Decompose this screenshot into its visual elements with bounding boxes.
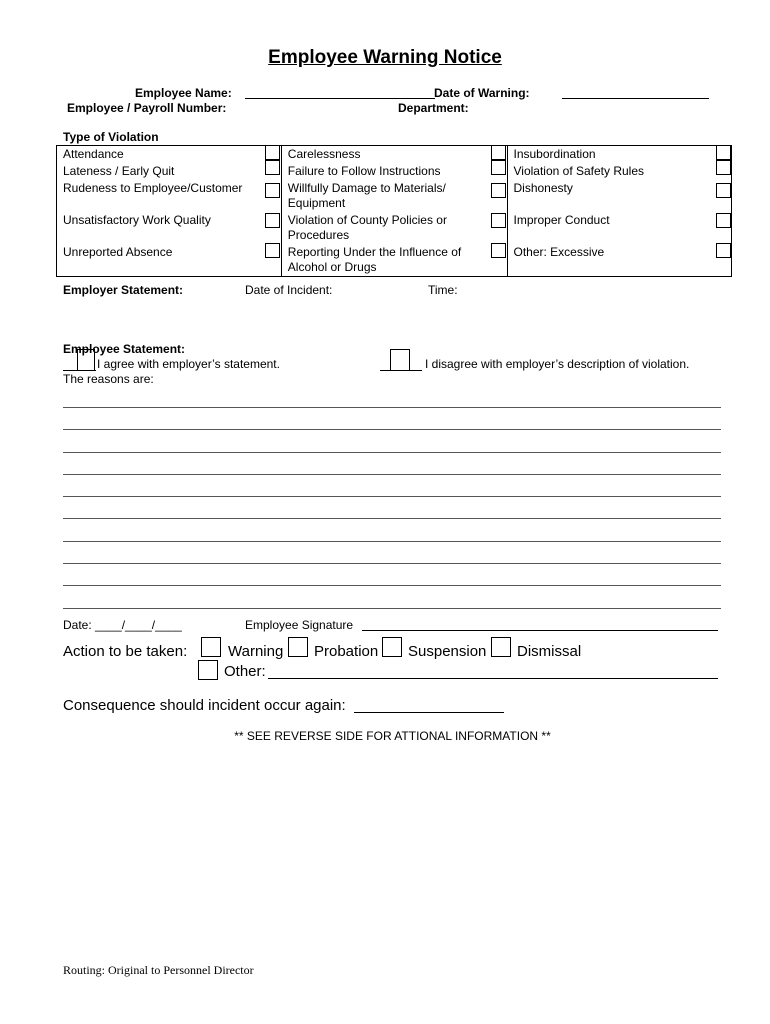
employee-name-label: Employee Name: bbox=[135, 86, 232, 100]
violation-carelessness: Carelessness bbox=[281, 146, 507, 164]
reason-line[interactable] bbox=[63, 474, 721, 475]
reasons-label: The reasons are: bbox=[63, 372, 154, 386]
violation-section-label: Type of Violation bbox=[63, 130, 159, 144]
checkbox-carelessness[interactable] bbox=[491, 145, 506, 160]
checkbox-other-excessive[interactable] bbox=[716, 243, 731, 258]
checkbox-rudeness[interactable] bbox=[265, 183, 280, 198]
violation-damage-materials: Willfully Damage to Materials/ Equipment bbox=[281, 180, 507, 212]
checkbox-unreported-absence[interactable] bbox=[265, 243, 280, 258]
routing-note: Routing: Original to Personnel Director bbox=[63, 963, 254, 977]
reason-line[interactable] bbox=[63, 541, 721, 542]
action-label: Action to be taken: bbox=[63, 643, 188, 660]
table-row bbox=[57, 163, 732, 180]
date-of-incident-label: Date of Incident: bbox=[245, 283, 333, 297]
disagree-checkbox[interactable] bbox=[390, 349, 410, 371]
warning-checkbox[interactable] bbox=[201, 637, 221, 657]
employee-statement-label: Employee Statement: bbox=[63, 342, 186, 356]
table-row bbox=[57, 180, 732, 212]
agree-underline bbox=[63, 370, 96, 371]
checkbox-insubordination[interactable] bbox=[716, 145, 731, 160]
checkbox-work-quality[interactable] bbox=[265, 213, 280, 228]
reason-line[interactable] bbox=[63, 518, 721, 519]
dismissal-checkbox[interactable] bbox=[491, 637, 511, 657]
violation-dishonesty: Dishonesty bbox=[507, 180, 732, 212]
checkbox-improper-conduct[interactable] bbox=[716, 213, 731, 228]
reason-line[interactable] bbox=[63, 585, 721, 586]
violation-failure-instructions: Failure to Follow Instructions bbox=[281, 163, 507, 180]
violation-influence: Reporting Under the Influence of Alcohol or Drugs bbox=[281, 244, 507, 277]
table-row bbox=[57, 244, 732, 277]
date-of-warning-label: Date of Warning: bbox=[434, 86, 530, 100]
violation-other-excessive: Other: Excessive bbox=[507, 244, 732, 277]
reason-line[interactable] bbox=[63, 496, 721, 497]
checkbox-safety-rules[interactable] bbox=[716, 160, 731, 175]
payroll-number-label: Employee / Payroll Number: bbox=[67, 101, 227, 115]
probation-checkbox[interactable] bbox=[288, 637, 308, 657]
employee-signature-label: Employee Signature bbox=[245, 618, 354, 632]
page-title: Employee Warning Notice bbox=[268, 47, 502, 68]
date-of-warning-field[interactable] bbox=[562, 98, 709, 99]
dismissal-option-label: Dismissal bbox=[517, 643, 582, 660]
violation-improper-conduct: Improper Conduct bbox=[507, 212, 732, 244]
department-label: Department: bbox=[398, 101, 469, 115]
checkbox-damage-materials[interactable] bbox=[491, 183, 506, 198]
disagree-text: I disagree with employer’s description of violation. bbox=[425, 357, 690, 371]
other-field[interactable] bbox=[268, 678, 718, 679]
violation-lateness: Lateness / Early Quit bbox=[57, 163, 282, 180]
disagree-underline bbox=[380, 370, 422, 371]
consequence-label: Consequence should incident occur again: bbox=[63, 697, 346, 714]
employee-signature-field[interactable] bbox=[362, 630, 718, 631]
violation-table bbox=[56, 145, 732, 277]
checkbox-county-policies[interactable] bbox=[491, 213, 506, 228]
reason-line[interactable] bbox=[63, 429, 721, 430]
table-row bbox=[57, 212, 732, 244]
warning-option-label: Warning bbox=[228, 643, 284, 660]
checkbox-lateness[interactable] bbox=[265, 160, 280, 175]
checkbox-influence[interactable] bbox=[491, 243, 506, 258]
violation-rudeness: Rudeness to Employee/Customer bbox=[57, 180, 282, 212]
agree-checkbox[interactable] bbox=[77, 349, 95, 371]
checkbox-dishonesty[interactable] bbox=[716, 183, 731, 198]
violation-attendance: Attendance bbox=[57, 146, 282, 164]
reason-line[interactable] bbox=[63, 407, 721, 408]
reverse-side-note: ** SEE REVERSE SIDE FOR ATTIONAL INFORMATION ** bbox=[234, 729, 551, 743]
violation-unreported-absence: Unreported Absence bbox=[57, 244, 282, 277]
agree-text: I agree with employer’s statement. bbox=[97, 357, 280, 371]
other-checkbox[interactable] bbox=[198, 660, 218, 680]
violation-work-quality: Unsatisfactory Work Quality bbox=[57, 212, 282, 244]
employee-name-field[interactable] bbox=[245, 98, 435, 99]
probation-option-label: Probation bbox=[314, 643, 379, 660]
violation-safety-rules: Violation of Safety Rules bbox=[507, 163, 732, 180]
date-field[interactable]: Date: ____/____/____ bbox=[63, 618, 182, 632]
checkbox-failure-instructions[interactable] bbox=[491, 160, 506, 175]
reason-line[interactable] bbox=[63, 608, 721, 609]
violation-county-policies: Violation of County Policies or Procedures bbox=[281, 212, 507, 244]
reason-line[interactable] bbox=[63, 563, 721, 564]
violation-insubordination: Insubordination bbox=[507, 146, 732, 164]
other-label: Other: bbox=[224, 663, 266, 680]
checkbox-attendance[interactable] bbox=[265, 145, 280, 160]
consequence-field[interactable] bbox=[354, 712, 504, 713]
suspension-checkbox[interactable] bbox=[382, 637, 402, 657]
table-row bbox=[57, 146, 732, 164]
employer-statement-label: Employer Statement: bbox=[63, 283, 184, 297]
time-label: Time: bbox=[428, 283, 458, 297]
suspension-option-label: Suspension bbox=[408, 643, 487, 660]
reason-line[interactable] bbox=[63, 452, 721, 453]
